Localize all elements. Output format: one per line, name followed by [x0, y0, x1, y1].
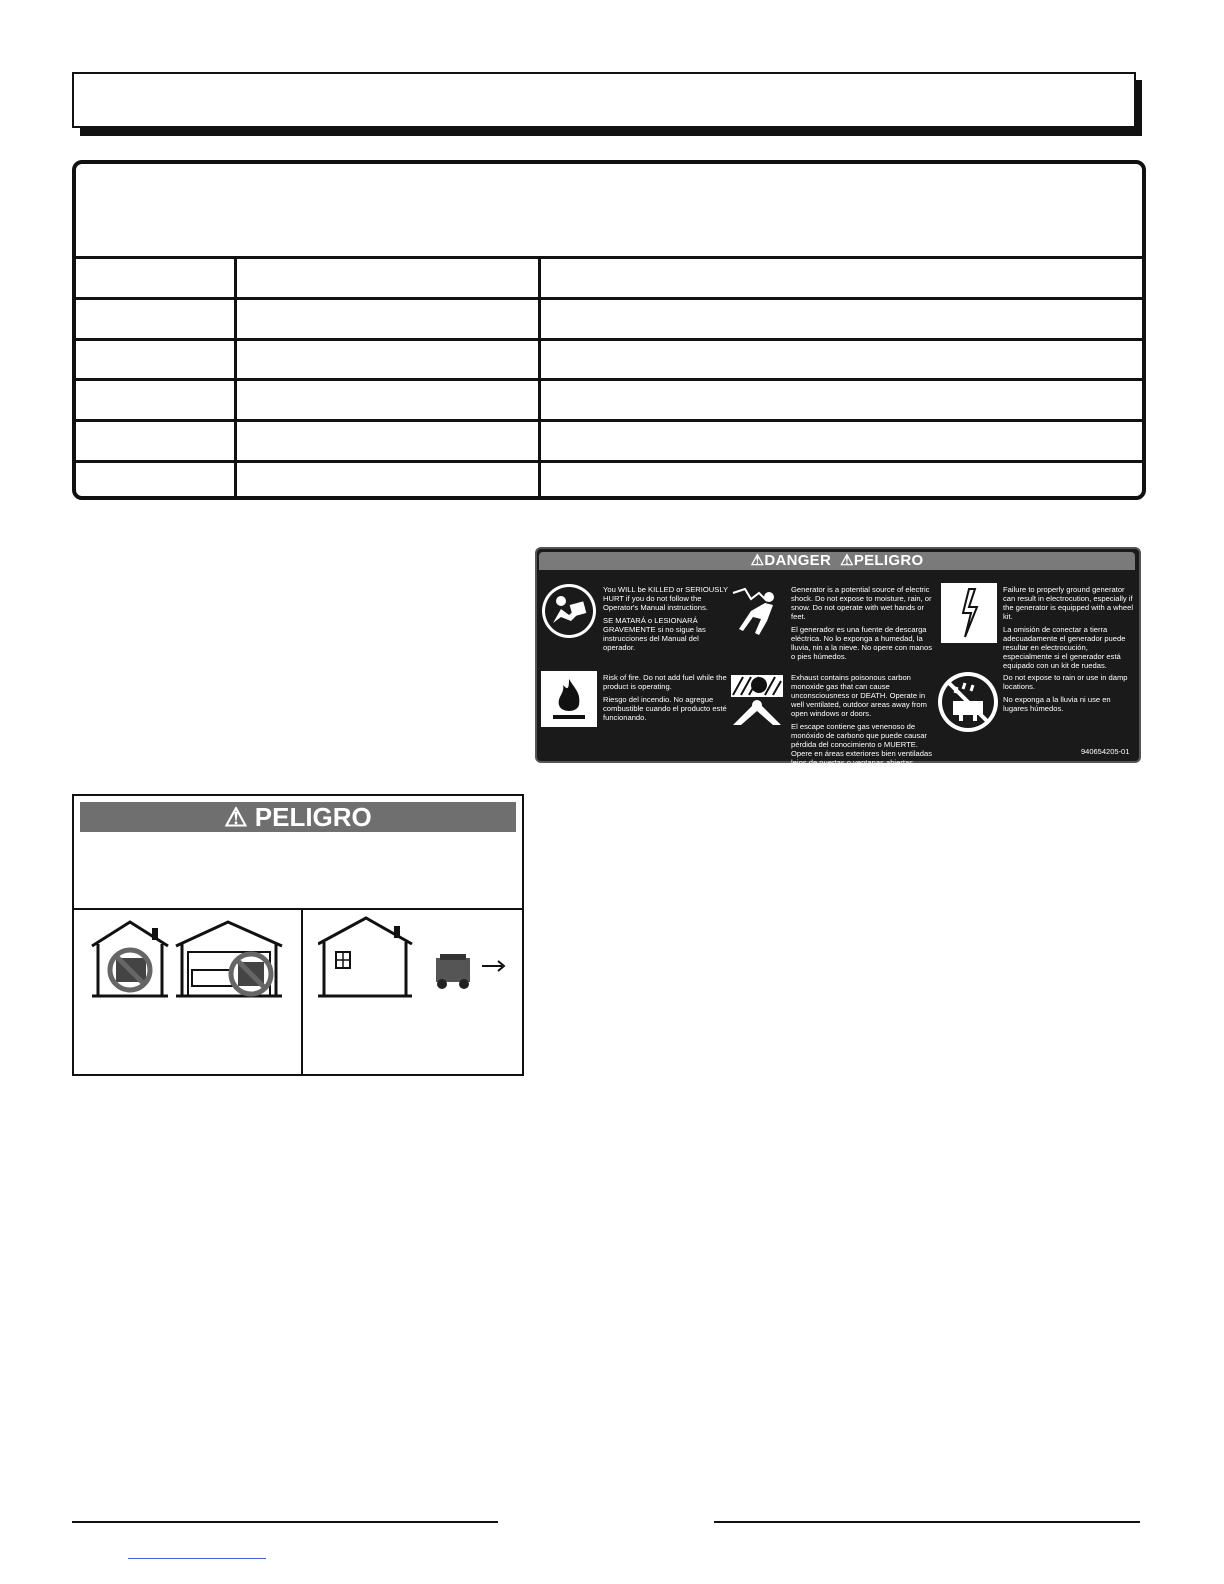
decal-header-es: PELIGRO: [853, 552, 924, 569]
warning-triangle-icon: ⚠: [750, 552, 765, 569]
carbon-monoxide-icon: [729, 671, 785, 729]
decal-cell-4-es: Riesgo del incendio. No agregue combustible cuando el producto esté funcionando.: [603, 695, 727, 722]
no-rain-icon: [937, 671, 999, 733]
warning-triangle-icon: ⚠: [840, 552, 854, 569]
fire-flame-icon: [541, 671, 597, 727]
electric-shock-person-icon: [729, 583, 785, 641]
decal-header: [539, 552, 1135, 570]
decal-cell-1-es: SE MATARÁ o LESIONARÁ GRAVEMENTE si no sigue las instrucciones del Manual del operador.: [603, 616, 706, 652]
table-column-divider: [234, 256, 237, 496]
decal-cell-5-en: Exhaust contains poisonous carbon monoxide gas that can cause unconsciousness or DEATH. Operate in well ventilated, outdoor areas away from open windows or doors.: [791, 673, 927, 718]
peligro-header: [80, 802, 516, 832]
decal-header-en: DANGER: [764, 552, 832, 569]
decal-part-number: 940654205-01: [1081, 747, 1130, 756]
table-column-divider: [538, 256, 541, 496]
decal-cell-5-es: El escape contiene gas venenoso de monóxido de carbono que puede causar pérdida del conocimiento o MUERTE. Opere en áreas exteriores bien ventiladas lejos de puertas o ventanas abiertas.: [791, 722, 932, 767]
warning-triangle-icon: ⚠: [224, 802, 248, 832]
decal-cell-6-en: Do not expose to rain or use in damp locations.: [1003, 673, 1128, 691]
peligro-warning-box: [72, 794, 524, 1076]
outdoor-use-illustration: [318, 914, 514, 1002]
peligro-divider: [74, 908, 522, 910]
footer-link-underline[interactable]: [128, 1558, 266, 1559]
no-indoor-use-illustration: [88, 918, 288, 1002]
decal-cell-4-en: Risk of fire. Do not add fuel while the product is operating.: [603, 673, 727, 691]
decal-cell-3-es: La omisión de conectar a tierra adecuadamente el generador puede resultar en electrocución, especialmente si el generador está equipado con un kit de ruedas.: [1003, 625, 1126, 670]
decal-cell-1-en: You WILL be KILLED or SERIOUSLY HURT if you do not follow the Operator's Manual instructions.: [603, 585, 728, 612]
peligro-header-text: PELIGRO: [254, 802, 372, 832]
peligro-column-divider: [301, 908, 303, 1074]
danger-decal: [535, 547, 1141, 767]
read-manual-icon: [541, 583, 597, 639]
footer-rule-right: [714, 1521, 1140, 1523]
footer-rule-left: [72, 1521, 498, 1523]
lightning-bolt-icon: [941, 583, 997, 643]
decal-cell-6-es: No exponga a la lluvia ni use en lugares húmedos.: [1003, 695, 1111, 713]
spec-table: [72, 160, 1146, 500]
decal-cell-2-es: El generador es una fuente de descarga eléctrica. No lo exponga a humedad, la lluvia, nin a la nieve. No opere con manos o pies húmedos.: [791, 625, 932, 661]
decal-cell-3-en: Failure to properly ground generator can result in electrocution, especially if the generator is equipped with a wheel kit.: [1003, 585, 1134, 621]
decal-cell-2-en: Generator is a potential source of electric shock. Do not expose to moisture, rain, or snow. Do not operate with wet hands or feet.: [791, 585, 932, 621]
title-banner: [72, 72, 1136, 128]
